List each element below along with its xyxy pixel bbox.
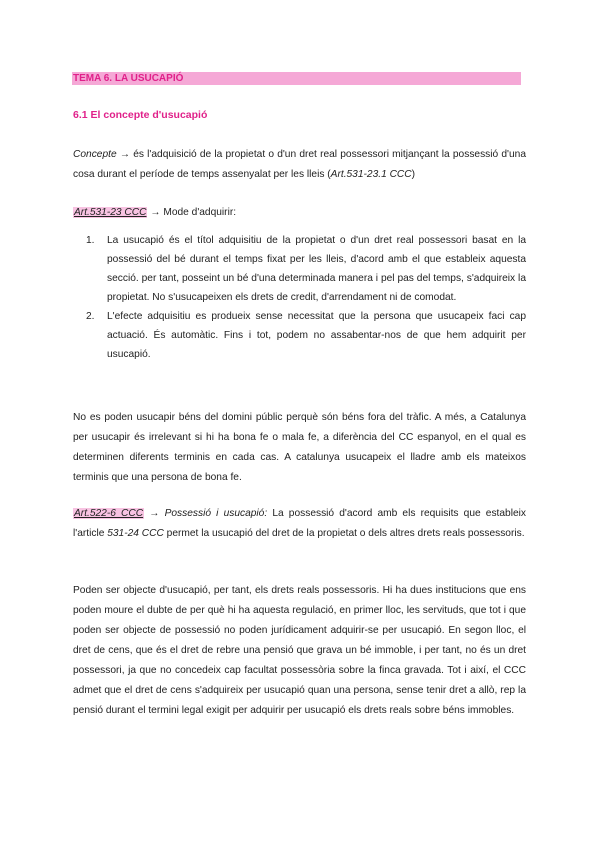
concept-ref: Art.531-23.1 CCC: [330, 169, 412, 180]
possession-text1: La possessió d'acord amb els requisits que estableix l'article: [73, 508, 527, 539]
section-heading: 6.1 El concepte d'usucapió: [73, 109, 208, 121]
list-number: 1.: [86, 235, 95, 246]
concept-paragraph: [73, 145, 526, 185]
objects-paragraph: Poden ser objecte d'usucapió, per tant, els drets reals possessoris. Hi ha dues institucions que ens poden moure el dubte de per què hi ha aquesta regulació, en primer lloc, les servituds, que tot i que poden ser objecte de possessió no poden jurídicament adquirir-se per usucapió. En segon lloc, el dret de cens, que és el dret de rebre una pensió que grava un bé immoble, i per tant, no és un dret possessori, ja que no concedeix cap facultat possessòria sobre la finca gravada. Tot i així, el CCC admet que el dret de cens s'adquireix per usucapió quan una persona, sense tenir dret a allò, rep la pensió durant el termini legal exigit per adquirir per usucapió els drets reals sobre béns immobles.: [73, 585, 526, 716]
possession-text2: permet la usucapió del dret de la propietat o dels altres drets reals possessoris.: [163, 528, 525, 539]
article-heading: [73, 203, 526, 223]
possession-ref: Art.522-6 CCC: [74, 508, 144, 519]
concept-arrow: →: [116, 149, 134, 160]
list-number: 2.: [86, 311, 95, 322]
article-ref: Art.531-23 CCC: [74, 207, 147, 218]
list-item: [86, 231, 526, 307]
possession-paragraph: [73, 504, 526, 544]
list-text: L'efecte adquisitiu es produeix sense necessitat que la persona que usucapeix faci cap actuació. És automàtic. Fins i tot, podem no assabentar-nos de que hem adquirit per usucapió.: [107, 311, 526, 360]
possession-cite: 531-24 CCC: [107, 528, 164, 539]
list-item: [86, 307, 526, 364]
page-title: TEMA 6. LA USUCAPIÓ: [73, 73, 184, 84]
list-text: La usucapió és el títol adquisitiu de la propietat o d'un dret real possessori basat en la possessió del bé durant el temps fixat per les lleis, d'acord amb el que estableix aquesta secció. per tant, posseint un bé d'una determinada manera i pel pas del temps, s'adquireix la propietat. No s'usucapeixen els drets de credit, d'arrendament ni de comodat.: [107, 235, 526, 303]
public-domain-paragraph: No es poden usucapir béns del domini públic perquè són béns fora del tràfic. A més, a Catalunya per usucapir és irrelevant si hi ha bona fe o mala fe, a diferència del CC espanyol, en el qual es determinen diferents terminis en cada cas. A catalunya usucapeix el lladre amb els mateixos terminis que una persona de bona fe.: [73, 412, 526, 483]
numbered-list: [86, 231, 526, 364]
possession-arrow: →: [144, 508, 165, 519]
article-heading-text: → Mode d'adquirir:: [147, 207, 237, 218]
concept-close: ): [411, 169, 416, 180]
concept-text: és l'adquisició de la propietat o d'un dret real possessori mitjançant la possessió d'una cosa durant el període de temps assenyalat per les lleis (: [73, 149, 526, 180]
concept-term: Concepte: [73, 149, 117, 160]
possession-heading: Possessió i usucapió:: [164, 508, 268, 519]
